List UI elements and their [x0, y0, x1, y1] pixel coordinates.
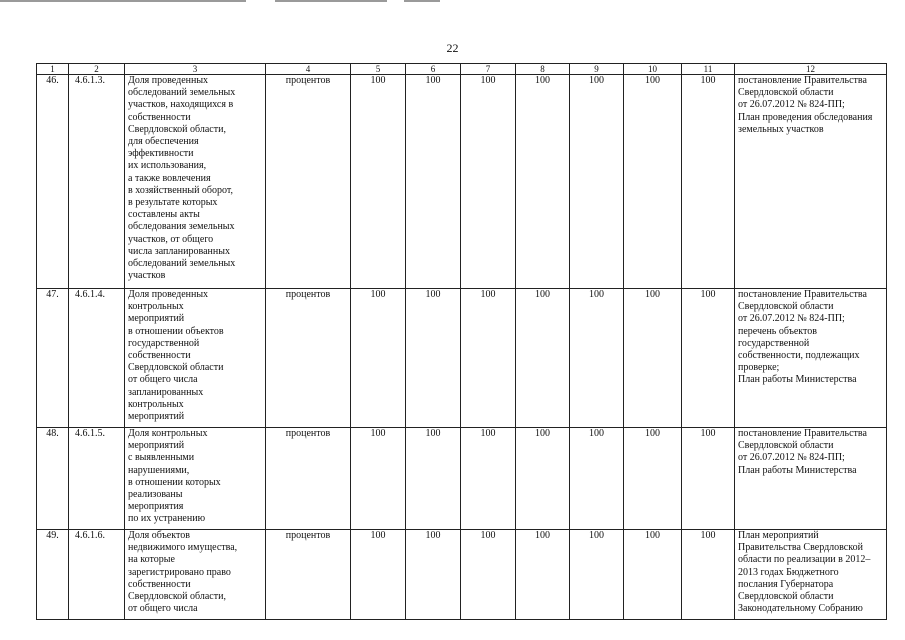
- unit-of-measure: процентов: [266, 428, 351, 530]
- target-value: 100: [351, 428, 406, 530]
- target-value: 100: [516, 530, 570, 620]
- target-value: 100: [406, 428, 461, 530]
- target-value: 100: [461, 75, 516, 289]
- column-header: 8: [516, 64, 570, 75]
- row-number: 48.: [37, 428, 69, 530]
- table-row: [37, 75, 887, 289]
- column-header: 7: [461, 64, 516, 75]
- table-row: [37, 289, 887, 428]
- unit-of-measure: процентов: [266, 289, 351, 428]
- table-header-row: [37, 64, 887, 75]
- data-source: постановление Правительства Свердловской области от 26.07.2012 № 824-ПП; перечень объектов государственной собственности, подлежащих проверке; План работы Министерства: [735, 289, 887, 428]
- indicator-table: [36, 63, 887, 620]
- indicator-code: 4.6.1.5.: [69, 428, 125, 530]
- indicator-code: 4.6.1.3.: [69, 75, 125, 289]
- target-value: 100: [351, 289, 406, 428]
- target-value: 100: [351, 530, 406, 620]
- indicator-name: Доля контрольных мероприятий с выявленными нарушениями, в отношении которых реализованы мероприятия по их устранению: [125, 428, 266, 530]
- target-value: 100: [516, 75, 570, 289]
- scan-edge-artifact: [0, 0, 905, 3]
- column-header: 12: [735, 64, 887, 75]
- target-value: 100: [351, 75, 406, 289]
- column-header: 4: [266, 64, 351, 75]
- data-source: постановление Правительства Свердловской области от 26.07.2012 № 824-ПП; План проведения обследования земельных участков: [735, 75, 887, 289]
- target-value: 100: [682, 428, 735, 530]
- indicator-name: Доля проведенных контрольных мероприятий в отношении объектов государственной собственности Свердловской области от общего числа запланированных контрольных мероприятий: [125, 289, 266, 428]
- target-value: 100: [406, 289, 461, 428]
- data-source: План мероприятий Правительства Свердловской области по реализации в 2012– 2013 годах Бюджетного послания Губернатора Свердловской области Законодательному Собранию: [735, 530, 887, 620]
- target-value: 100: [682, 530, 735, 620]
- target-value: 100: [682, 75, 735, 289]
- indicator-code: 4.6.1.6.: [69, 530, 125, 620]
- column-header: 10: [624, 64, 682, 75]
- target-value: 100: [516, 428, 570, 530]
- indicator-name: Доля проведенных обследований земельных участков, находящихся в собственности Свердловской области, для обеспечения эффективности их использования, а также вовлечения в хозяйственный оборот, в результате которых составлены акты обследования земельных участков, от общего числа запланированных обследований земельных участков: [125, 75, 266, 289]
- target-value: 100: [461, 428, 516, 530]
- indicator-code: 4.6.1.4.: [69, 289, 125, 428]
- target-value: 100: [570, 289, 624, 428]
- row-number: 46.: [37, 75, 69, 289]
- indicator-name: Доля объектов недвижимого имущества, на которые зарегистрировано право собственности Свердловской области, от общего числа: [125, 530, 266, 620]
- target-value: 100: [406, 75, 461, 289]
- column-header: 1: [37, 64, 69, 75]
- target-value: 100: [570, 428, 624, 530]
- row-number: 47.: [37, 289, 69, 428]
- target-value: 100: [406, 530, 461, 620]
- target-value: 100: [624, 428, 682, 530]
- column-header: 9: [570, 64, 624, 75]
- target-value: 100: [624, 530, 682, 620]
- target-value: 100: [516, 289, 570, 428]
- column-header: 3: [125, 64, 266, 75]
- column-header: 5: [351, 64, 406, 75]
- target-value: 100: [570, 75, 624, 289]
- target-value: 100: [461, 530, 516, 620]
- target-value: 100: [461, 289, 516, 428]
- unit-of-measure: процентов: [266, 75, 351, 289]
- data-source: постановление Правительства Свердловской области от 26.07.2012 № 824-ПП; План работы Министерства: [735, 428, 887, 530]
- row-number: 49.: [37, 530, 69, 620]
- target-value: 100: [624, 289, 682, 428]
- column-header: 6: [406, 64, 461, 75]
- target-value: 100: [682, 289, 735, 428]
- target-value: 100: [624, 75, 682, 289]
- column-header: 2: [69, 64, 125, 75]
- table-row: [37, 428, 887, 530]
- target-value: 100: [570, 530, 624, 620]
- column-header: 11: [682, 64, 735, 75]
- unit-of-measure: процентов: [266, 530, 351, 620]
- page-number: 22: [446, 41, 459, 55]
- table-row: [37, 530, 887, 620]
